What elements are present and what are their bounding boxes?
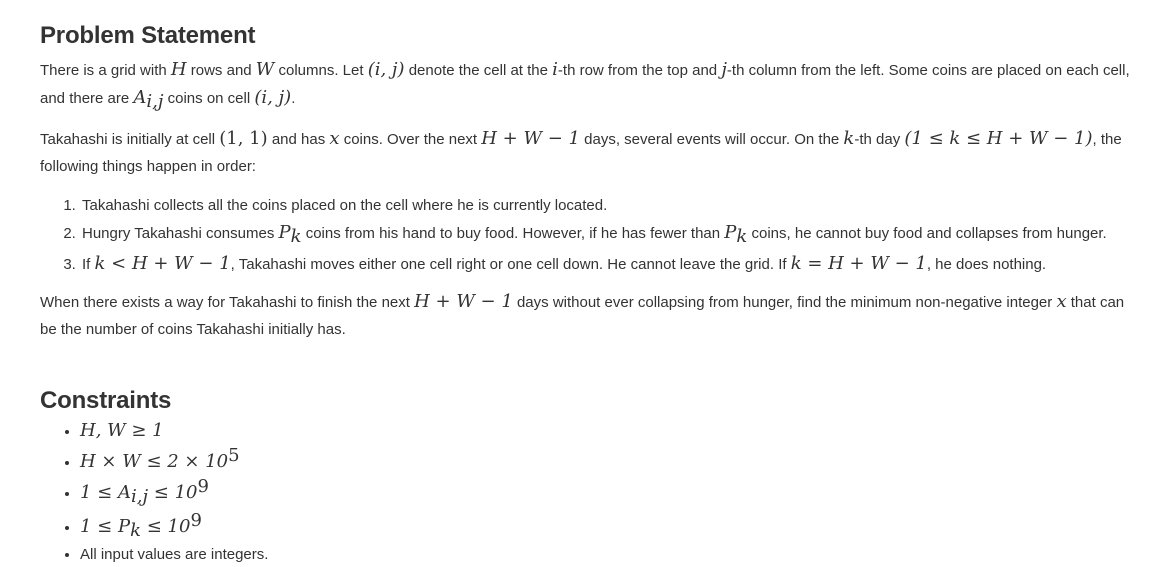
list-item: 3. If k < H + W − 1, Takahashi moves either one cell right or one cell down. He cannot leave the grid. If k = H + W − 1, he does nothing.: [80, 250, 1140, 278]
problem-statement-heading: Problem Statement: [40, 22, 256, 49]
constraints-heading: Constraints: [40, 387, 172, 414]
list-item: 2. Hungry Takahashi consumes $P_k$ coins from his hand to buy food. However, if he has fewer than $P_k$ coins, he cannot buy food and collapses from hunger.: [80, 219, 1140, 250]
statement-paragraph-task: When there exists a way for Takahashi to finish the next H + W − 1 days without ever collapsing from hunger, find the minimum non-negative integer x that can be the number of coins Takahashi initially has.: [40, 291, 1125, 338]
steps-list: [40, 192, 1140, 278]
list-item: • All input values are integers.: [80, 543, 1140, 567]
list-item: • H, W ≥ 1: [80, 419, 1140, 444]
list-item: 1. Takahashi collects all the coins placed on the cell where he is currently located.: [80, 192, 1140, 219]
list-item: • $1 \le P_k \le 10^9$: [80, 509, 1140, 543]
statement-paragraph-grid: There is a grid with H rows and W columns. Let (i, j) denote the cell at the i-th row from the top and j-th column from the left. Some coins are placed on each cell, and there are $A_{i,j}$ coins on cell (i, j).: [40, 59, 1130, 112]
constraints-list: [40, 419, 1140, 567]
list-item: • $1 \le A_{i,j} \le 10^9$: [80, 475, 1140, 509]
list-item: • $H \times W \le 2 \times 10^5$: [80, 444, 1140, 475]
problem-page: [40, 18, 1140, 567]
statement-paragraph-days: Takahashi is initially at cell (1, 1) and has x coins. Over the next H + W − 1 days, several events will occur. On the k-th day (1 ≤ k ≤ H + W − 1), the following things happen in order:: [40, 128, 1122, 175]
